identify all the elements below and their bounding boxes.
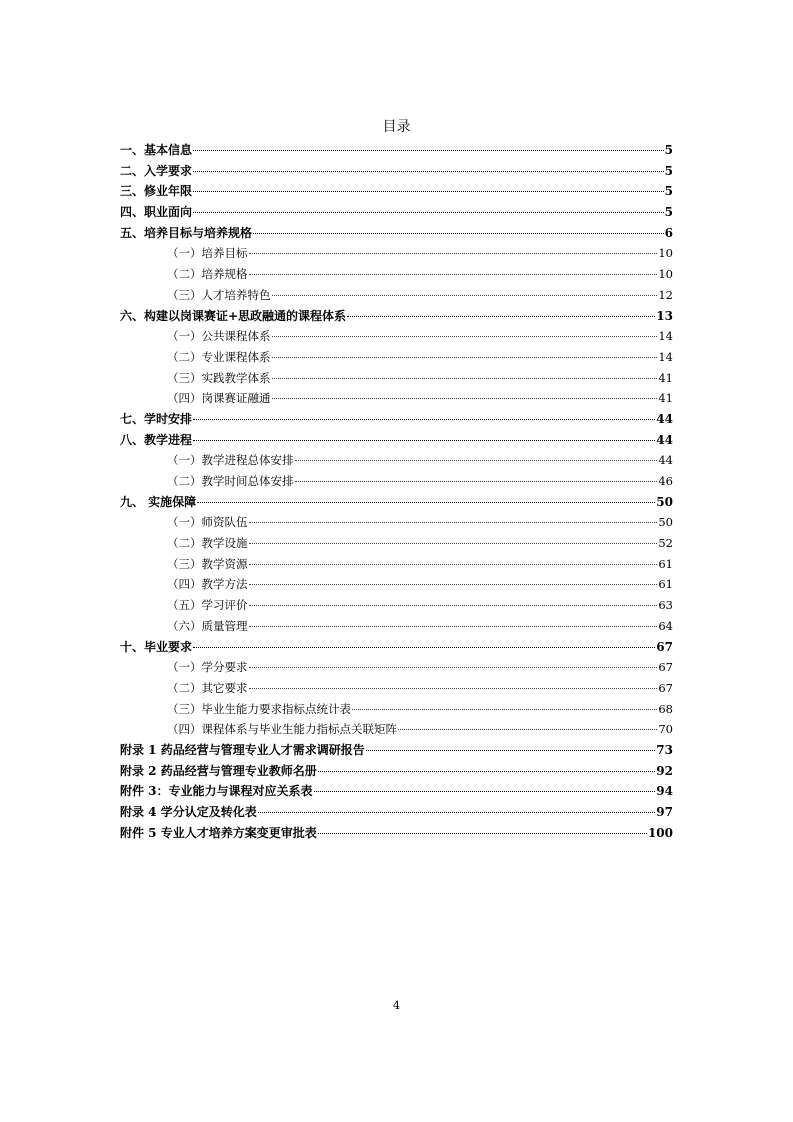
toc-entry[interactable]	[120, 492, 673, 513]
toc-entry-label: （一）公共课程体系	[167, 329, 271, 344]
toc-entry-page: 52	[658, 536, 673, 551]
toc-entry-page: 10	[658, 246, 673, 261]
toc-entry[interactable]	[120, 574, 673, 595]
page-number: 4	[393, 999, 400, 1012]
toc-dot-leader	[249, 253, 658, 254]
toc-dot-leader	[249, 522, 658, 523]
toc-dot-leader	[249, 564, 658, 565]
toc-entry-label: 九、 实施保障	[120, 494, 197, 509]
toc-entry-page: 6	[664, 225, 673, 240]
toc-dot-leader	[272, 378, 658, 379]
toc-entry-label: （一）师资队伍	[167, 515, 248, 530]
toc-entry[interactable]	[120, 347, 673, 368]
toc-entry-page: 64	[658, 618, 673, 633]
toc-entry-label: （六）质量管理	[167, 618, 248, 633]
toc-entry-label: 附件 5 专业人才培养方案变更审批表	[120, 825, 317, 840]
toc-entry-page: 5	[664, 184, 673, 199]
toc-entry-page: 44	[656, 432, 673, 447]
toc-dot-leader	[295, 460, 658, 461]
toc-entry-label: 七、学时安排	[120, 411, 193, 426]
toc-dot-leader	[318, 833, 647, 834]
toc-entry-label: （二）教学时间总体安排	[167, 474, 294, 488]
toc-entry-label: （一）教学进程总体安排	[167, 453, 294, 468]
toc-entry[interactable]	[120, 781, 673, 802]
toc-entry-label: 五、培养目标与培养规格	[120, 225, 253, 240]
toc-dot-leader	[314, 791, 656, 792]
toc-dot-leader	[272, 398, 658, 399]
toc-entry[interactable]	[120, 719, 673, 740]
toc-entry[interactable]	[120, 306, 673, 327]
toc-dot-leader	[197, 502, 655, 503]
toc-entry-label: 八、教学进程	[120, 432, 193, 447]
toc-title: 目录	[382, 119, 411, 135]
toc-entry[interactable]	[120, 450, 673, 471]
toc-entry-label: （二）教学设施	[167, 536, 248, 551]
toc-dot-leader	[272, 295, 658, 296]
toc-entry[interactable]	[120, 181, 673, 202]
toc-entry[interactable]	[120, 657, 673, 678]
toc-entry-page: 44	[656, 411, 673, 426]
toc-entry-label: （三）人才培养特色	[167, 287, 271, 302]
toc-entry-page: 44	[658, 453, 673, 468]
toc-entry-page: 67	[656, 639, 673, 654]
toc-entry[interactable]	[120, 409, 673, 430]
toc-entry-label: （三）实践教学体系	[167, 370, 271, 385]
toc-entry[interactable]	[120, 595, 673, 616]
toc-entry[interactable]	[120, 802, 673, 823]
toc-dot-leader	[398, 729, 657, 730]
toc-entry-page: 14	[658, 349, 673, 364]
toc-entry-page: 73	[656, 742, 673, 757]
toc-entry[interactable]	[120, 823, 673, 844]
toc-dot-leader	[249, 274, 658, 275]
toc-dot-leader	[193, 191, 664, 192]
toc-entry-page: 92	[656, 763, 673, 778]
toc-entry-page: 46	[658, 474, 673, 488]
toc-entry-page: 13	[656, 308, 673, 323]
toc-dot-leader	[193, 150, 664, 151]
toc-entry[interactable]	[120, 761, 673, 782]
toc-dot-leader	[193, 171, 664, 172]
toc-entry[interactable]	[120, 223, 673, 244]
table-of-contents	[120, 140, 673, 843]
toc-dot-leader	[253, 233, 664, 234]
toc-entry[interactable]	[120, 285, 673, 306]
toc-dot-leader	[249, 688, 658, 689]
toc-dot-leader	[272, 336, 658, 337]
toc-entry-label: （五）学习评价	[167, 598, 248, 613]
toc-entry-label: （三）教学资源	[167, 556, 248, 571]
toc-entry-label: （二）其它要求	[167, 680, 248, 695]
toc-dot-leader	[272, 357, 658, 358]
toc-entry[interactable]	[120, 554, 673, 575]
toc-entry[interactable]	[120, 202, 673, 223]
toc-entry[interactable]	[120, 471, 673, 492]
toc-entry-page: 68	[658, 701, 673, 716]
toc-entry[interactable]	[120, 430, 673, 451]
toc-entry-label: 附件 3：专业能力与课程对应关系表	[120, 784, 313, 799]
toc-entry[interactable]	[120, 699, 673, 720]
toc-entry[interactable]	[120, 637, 673, 658]
toc-entry-label: （四）课程体系与毕业生能力指标点关联矩阵	[167, 722, 397, 737]
toc-entry-page: 67	[658, 680, 673, 695]
toc-entry-page: 5	[664, 143, 673, 157]
toc-dot-leader	[193, 419, 655, 420]
toc-entry-label: （二）培养规格	[167, 267, 248, 282]
toc-entry-label: （四）岗课赛证融通	[167, 391, 271, 406]
toc-entry-page: 5	[664, 163, 673, 178]
toc-entry[interactable]	[120, 140, 673, 161]
toc-entry-label: 一、基本信息	[120, 143, 193, 157]
toc-entry-page: 10	[658, 267, 673, 282]
toc-entry[interactable]	[120, 161, 673, 182]
toc-dot-leader	[318, 771, 656, 772]
toc-entry-label: 六、构建以岗课赛证+思政融通的课程体系	[120, 308, 347, 323]
toc-entry-page: 41	[658, 391, 673, 406]
toc-dot-leader	[295, 481, 658, 482]
toc-entry-label: 二、入学要求	[120, 163, 193, 178]
toc-entry-label: （三）毕业生能力要求指标点统计表	[167, 701, 351, 716]
toc-entry-label: （一）培养目标	[167, 246, 248, 261]
toc-entry-page: 70	[658, 722, 673, 737]
toc-entry[interactable]	[120, 368, 673, 389]
toc-dot-leader	[249, 584, 658, 585]
toc-entry-label: （四）教学方法	[167, 577, 248, 592]
toc-entry-label: 十、毕业要求	[120, 639, 193, 654]
toc-dot-leader	[347, 316, 655, 317]
toc-entry-page: 50	[656, 494, 673, 509]
toc-dot-leader	[366, 750, 656, 751]
toc-entry-label: （一）学分要求	[167, 660, 248, 675]
toc-entry-page: 12	[658, 287, 673, 302]
toc-dot-leader	[249, 605, 658, 606]
toc-dot-leader	[249, 626, 658, 627]
toc-entry[interactable]	[120, 388, 673, 409]
toc-entry-page: 61	[658, 577, 673, 592]
toc-entry-page: 14	[658, 329, 673, 344]
toc-entry[interactable]	[120, 243, 673, 264]
toc-entry-label: 三、修业年限	[120, 184, 193, 199]
toc-entry[interactable]	[120, 512, 673, 533]
toc-entry-page: 67	[658, 660, 673, 675]
toc-dot-leader	[249, 543, 658, 544]
toc-entry-label: （二）专业课程体系	[167, 349, 271, 364]
toc-entry-label: 附录 1 药品经营与管理专业人才需求调研报告	[120, 742, 365, 757]
toc-entry-label: 附录 2 药品经营与管理专业教师名册	[120, 763, 317, 778]
toc-entry-page: 100	[647, 825, 673, 840]
toc-entry-label: 附录 4 学分认定及转化表	[120, 805, 257, 819]
toc-entry-label: 四、职业面向	[120, 205, 193, 220]
toc-entry-page: 97	[656, 805, 673, 819]
toc-dot-leader	[193, 440, 655, 441]
toc-entry-page: 50	[658, 515, 673, 530]
toc-entry[interactable]	[120, 264, 673, 285]
toc-entry-page: 5	[664, 205, 673, 220]
toc-dot-leader	[193, 212, 664, 213]
toc-dot-leader	[352, 709, 657, 710]
toc-entry[interactable]	[120, 326, 673, 347]
toc-dot-leader	[249, 667, 658, 668]
toc-entry-page: 63	[658, 598, 673, 613]
toc-entry-page: 94	[656, 784, 673, 799]
toc-dot-leader	[258, 812, 656, 813]
toc-entry[interactable]	[120, 533, 673, 554]
toc-dot-leader	[193, 647, 655, 648]
toc-entry[interactable]	[120, 740, 673, 761]
toc-entry-page: 41	[658, 370, 673, 385]
toc-entry-page: 61	[658, 556, 673, 571]
toc-entry[interactable]	[120, 678, 673, 699]
toc-entry[interactable]	[120, 616, 673, 637]
